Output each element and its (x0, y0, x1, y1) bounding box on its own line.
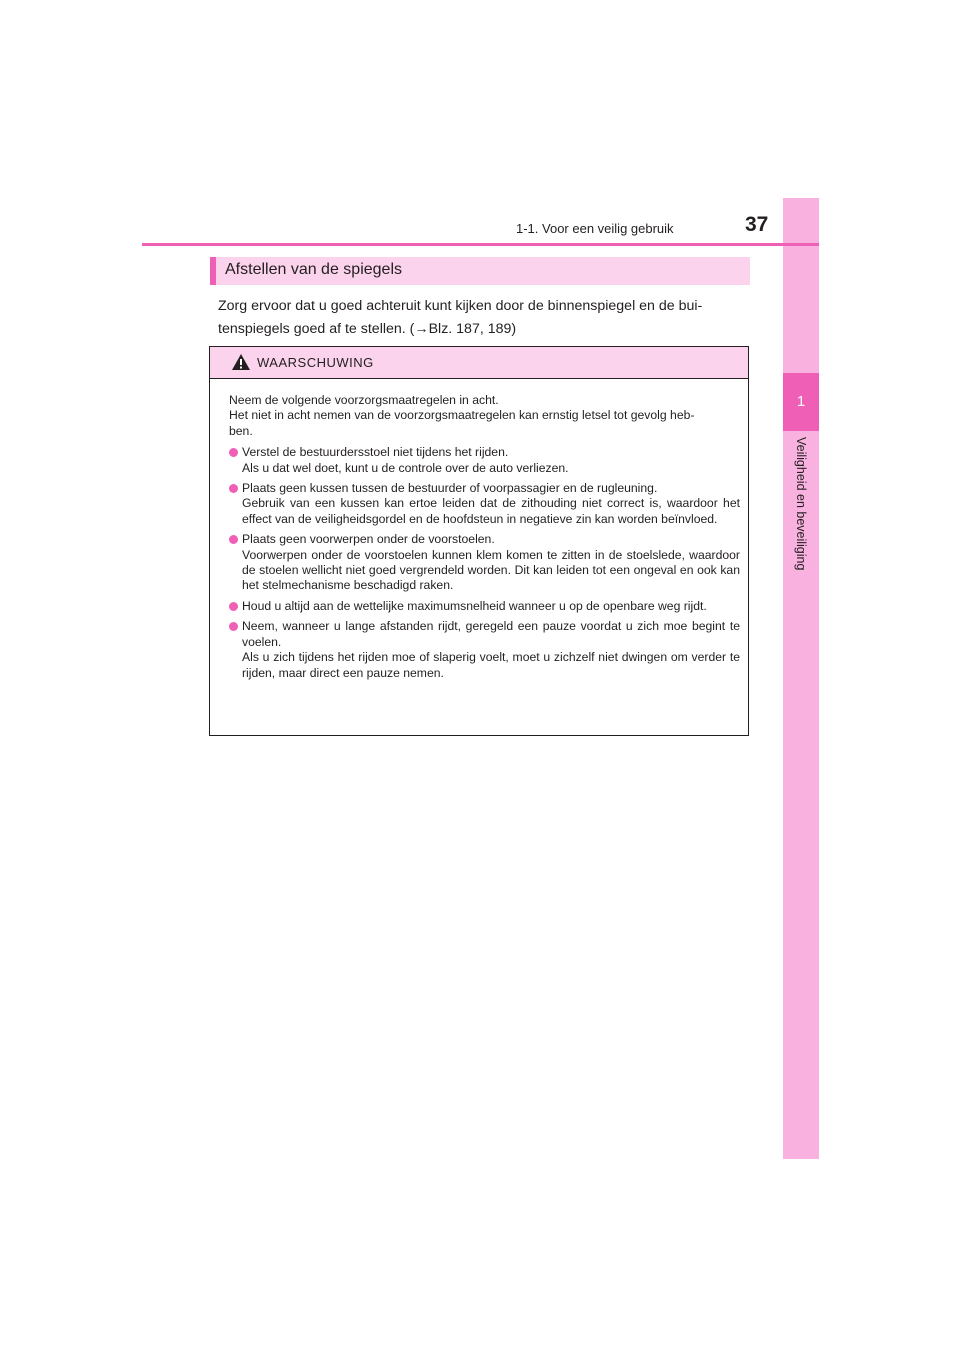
warning-list (229, 445, 740, 681)
bullet-dot-icon (229, 602, 238, 611)
warning-intro-line: ben. (229, 423, 253, 438)
warning-item (229, 445, 740, 476)
page-number: 37 (745, 213, 769, 236)
intro-line: Zorg ervoor dat u goed achteruit kunt kijken door de binnenspiegel en de bui- (218, 298, 703, 314)
warning-box (209, 346, 749, 736)
warning-item-title: Houd u altijd aan de wettelijke maximumsnelheid wanneer u op de openbare weg rijdt. (242, 598, 707, 613)
warning-item (229, 532, 740, 594)
chapter-label: Veiligheid en beveiliging (794, 437, 808, 571)
running-header-title: 1-1. Voor een veilig gebruik (516, 221, 674, 236)
intro-line: tenspiegels goed af te stellen. (→Blz. 187, 189) (218, 321, 517, 337)
warning-item-text: Als u zich tijdens het rijden moe of slaperig voelt, moet u zichzelf niet dwingen om verder te rijden, maar direct een pauze nemen. (242, 650, 740, 680)
warning-item-text: Als u dat wel doet, kunt u de controle over de auto verliezen. (242, 460, 569, 475)
bullet-dot-icon (229, 448, 238, 457)
warning-intro-line: Neem de volgende voorzorgsmaatregelen in acht. (229, 393, 499, 407)
chapter-label-wrap (786, 437, 816, 597)
warning-item (229, 599, 740, 614)
warning-header (210, 347, 748, 379)
warning-label: WAARSCHUWING (257, 355, 374, 370)
warning-item (229, 481, 740, 527)
warning-body (210, 379, 748, 681)
warning-intro-line: Het niet in acht nemen van de voorzorgsmaatregelen kan ernstig letsel tot gevolg heb- (229, 408, 695, 423)
chapter-number-tab: 1 (783, 373, 819, 431)
chapter-side-tab (783, 198, 819, 1159)
section-heading-bar (210, 257, 750, 285)
bullet-dot-icon (229, 484, 238, 493)
warning-item-title: Neem, wanneer u lange afstanden rijdt, geregeld een pauze voordat u zich moe begint te voelen. (242, 619, 740, 649)
warning-intro (229, 393, 740, 439)
warning-item-text: Voorwerpen onder de voorstoelen kunnen klem komen te zitten in de stoelslede, waardoor de stoelen wellicht niet goed vergrendeld worden. Dit kan leiden tot een ongeval en ook kan het stelmechanisme beschadigd raken. (242, 547, 740, 593)
bullet-dot-icon (229, 622, 238, 631)
warning-item-title: Plaats geen kussen tussen de bestuurder of voorpassagier en de rugleuning. (242, 481, 658, 496)
warning-item-text: Gebruik van een kussen kan ertoe leiden dat de zithouding niet correct is, waardoor het effect van de veiligheidsgordel en de hoofdsteun in negatieve zin kan worden beïnvloed. (242, 496, 740, 526)
warning-item (229, 619, 740, 681)
header-rule (142, 243, 819, 246)
warning-item-title: Verstel de bestuurdersstoel niet tijdens het rijden. (242, 445, 509, 460)
warning-triangle-icon (231, 353, 251, 371)
section-heading: Afstellen van de spiegels (225, 261, 402, 278)
bullet-dot-icon (229, 535, 238, 544)
section-heading-accent (210, 257, 216, 285)
warning-item-title: Plaats geen voorwerpen onder de voorstoelen. (242, 532, 495, 547)
section-intro (218, 295, 748, 341)
